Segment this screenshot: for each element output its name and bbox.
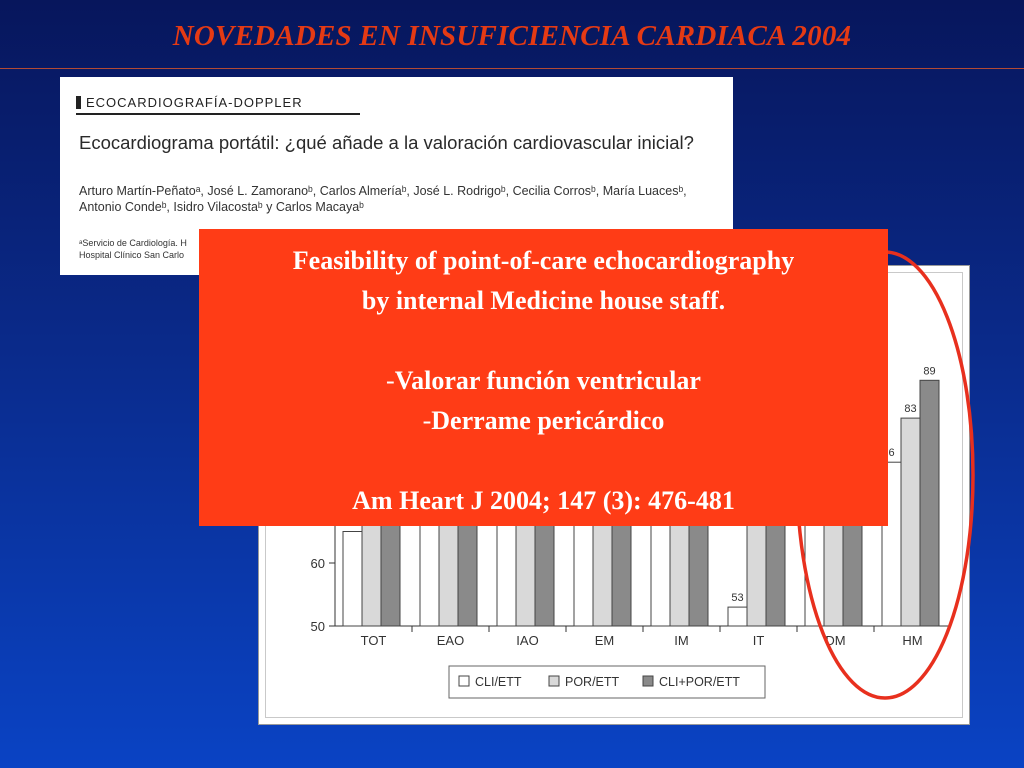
x-tick-label: TOT xyxy=(360,633,387,648)
y-tick-label: 50 xyxy=(310,619,325,634)
bullet-text: Valorar función ventricular xyxy=(394,366,701,395)
callout-bullet-1 xyxy=(199,361,888,401)
x-tick-label: IM xyxy=(674,633,689,648)
paper-title: Ecocardiograma portátil: ¿qué añade a la valoración cardiovascular inicial? xyxy=(79,132,694,153)
legend-swatch xyxy=(643,676,653,686)
callout-bullet-2 xyxy=(199,401,888,441)
legend-swatch xyxy=(549,676,559,686)
x-tick-label: EAO xyxy=(436,633,465,648)
legend-label: CLI/ETT xyxy=(475,675,522,689)
bullet-dash: - xyxy=(386,366,395,395)
legend-swatch xyxy=(459,676,469,686)
y-tick-label: 60 xyxy=(310,556,325,571)
title-divider xyxy=(0,68,1024,69)
data-label: 83 xyxy=(904,403,917,416)
callout-citation: Am Heart J 2004; 147 (3): 476-481 xyxy=(352,486,735,515)
data-label: 6 xyxy=(888,447,895,460)
x-tick-label: IAO xyxy=(516,633,539,648)
data-label: 89 xyxy=(923,365,936,378)
x-tick-label: EM xyxy=(594,633,615,648)
x-tick-label: HM xyxy=(902,633,923,648)
x-tick-label: IT xyxy=(752,633,765,648)
slide-title: NOVEDADES EN INSUFICIENCIA CARDIACA 2004 xyxy=(172,20,852,52)
paper-section-heading: ECOCARDIOGRAFÍA-DOPPLER xyxy=(76,95,303,110)
affiliation-line-1: ᵃServicio de Cardiología. H xyxy=(79,238,187,248)
callout-line-2: by internal Medicine house staff. xyxy=(361,286,726,315)
callout-box xyxy=(199,229,888,526)
x-tick-label: DM xyxy=(825,633,846,648)
bullet-dash: - xyxy=(422,406,432,435)
affiliation-line-2: Hospital Clínico San Carlo xyxy=(79,250,185,260)
legend-label: CLI+POR/ETT xyxy=(659,675,740,689)
bullet-text: Derrame pericárdico xyxy=(431,406,665,435)
data-label: 53 xyxy=(731,592,744,605)
bar xyxy=(343,532,362,627)
section-underline xyxy=(76,113,360,115)
callout-line-1: Feasibility of point-of-care echocardiography xyxy=(292,246,795,275)
legend-label: POR/ETT xyxy=(565,675,620,689)
bar xyxy=(728,607,747,626)
paper-authors: Arturo Martín-Peñatoᵃ, José L. Zamoranoᵇ, Carlos Almeríaᵇ, José L. Rodrigoᵇ, Cecilia Corrosᵇ, María Luacesᵇ, Antonio Condeᵇ, Isidro Vilacostaᵇ y Carlos Macayaᵇ xyxy=(79,184,687,214)
